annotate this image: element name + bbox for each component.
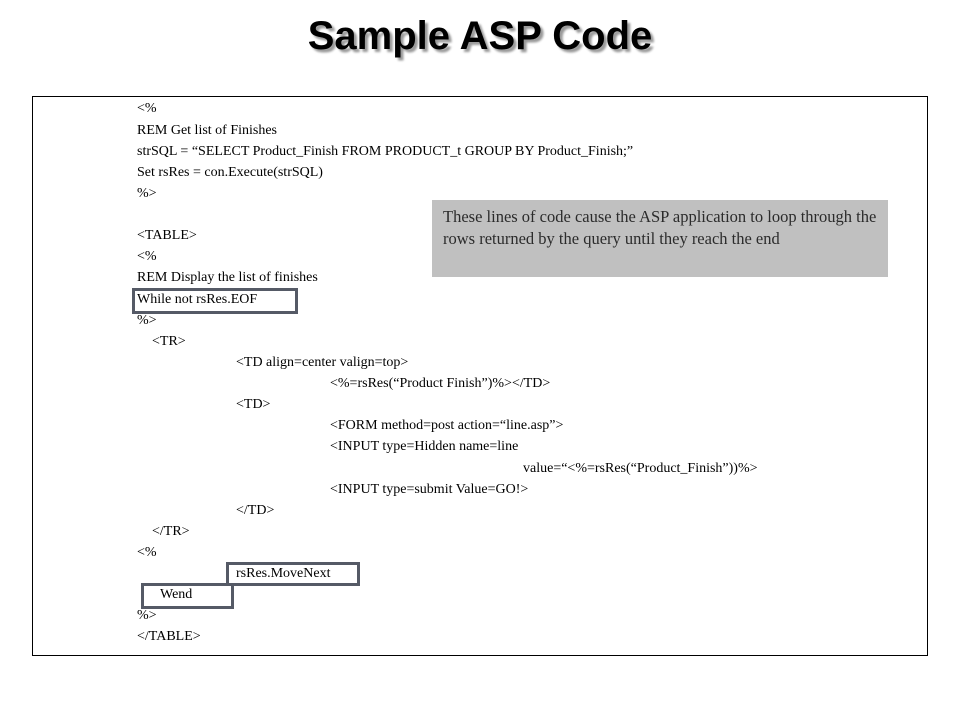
code-line: </TR>	[152, 524, 190, 539]
code-line: <%	[137, 249, 157, 264]
slide-title: Sample ASP Code	[307, 14, 653, 58]
code-line: %>	[137, 608, 157, 623]
highlight-box-wend	[141, 583, 234, 609]
code-line: %>	[137, 186, 157, 201]
code-line: <TD>	[236, 397, 271, 412]
code-line-loop-end: Wend	[160, 587, 193, 602]
code-line: <FORM method=post action=“line.asp”>	[330, 418, 564, 433]
code-line: <INPUT type=Hidden name=line	[330, 439, 519, 454]
code-line: <TABLE>	[137, 228, 197, 243]
code-line: <INPUT type=submit Value=GO!>	[330, 482, 529, 497]
code-line: <TR>	[152, 334, 186, 349]
code-line-move-next: rsRes.MoveNext	[236, 566, 331, 581]
code-line: value=“<%=rsRes(“Product_Finish”))%>	[523, 461, 758, 476]
annotation-callout: These lines of code cause the ASP application to loop through the rows returned by the query until they reach the end	[432, 200, 888, 277]
code-line: <%=rsRes(“Product Finish”)%></TD>	[330, 376, 551, 391]
code-line: REM Get list of Finishes	[137, 123, 278, 138]
code-line: %>	[137, 313, 157, 328]
highlight-box-movenext	[226, 562, 360, 586]
code-line: <%	[137, 545, 157, 560]
code-line: REM Display the list of finishes	[137, 270, 318, 285]
code-line: </TABLE>	[137, 629, 201, 644]
code-line: </TD>	[236, 503, 275, 518]
code-line: strSQL = “SELECT Product_Finish FROM PRODUCT_t GROUP BY Product_Finish;”	[137, 144, 634, 159]
code-line: <%	[137, 101, 157, 116]
code-line: Set rsRes = con.Execute(strSQL)	[137, 165, 323, 180]
code-line: <TD align=center valign=top>	[236, 355, 409, 370]
code-line-loop-start: While not rsRes.EOF	[137, 292, 258, 307]
highlight-box-while	[132, 288, 298, 314]
